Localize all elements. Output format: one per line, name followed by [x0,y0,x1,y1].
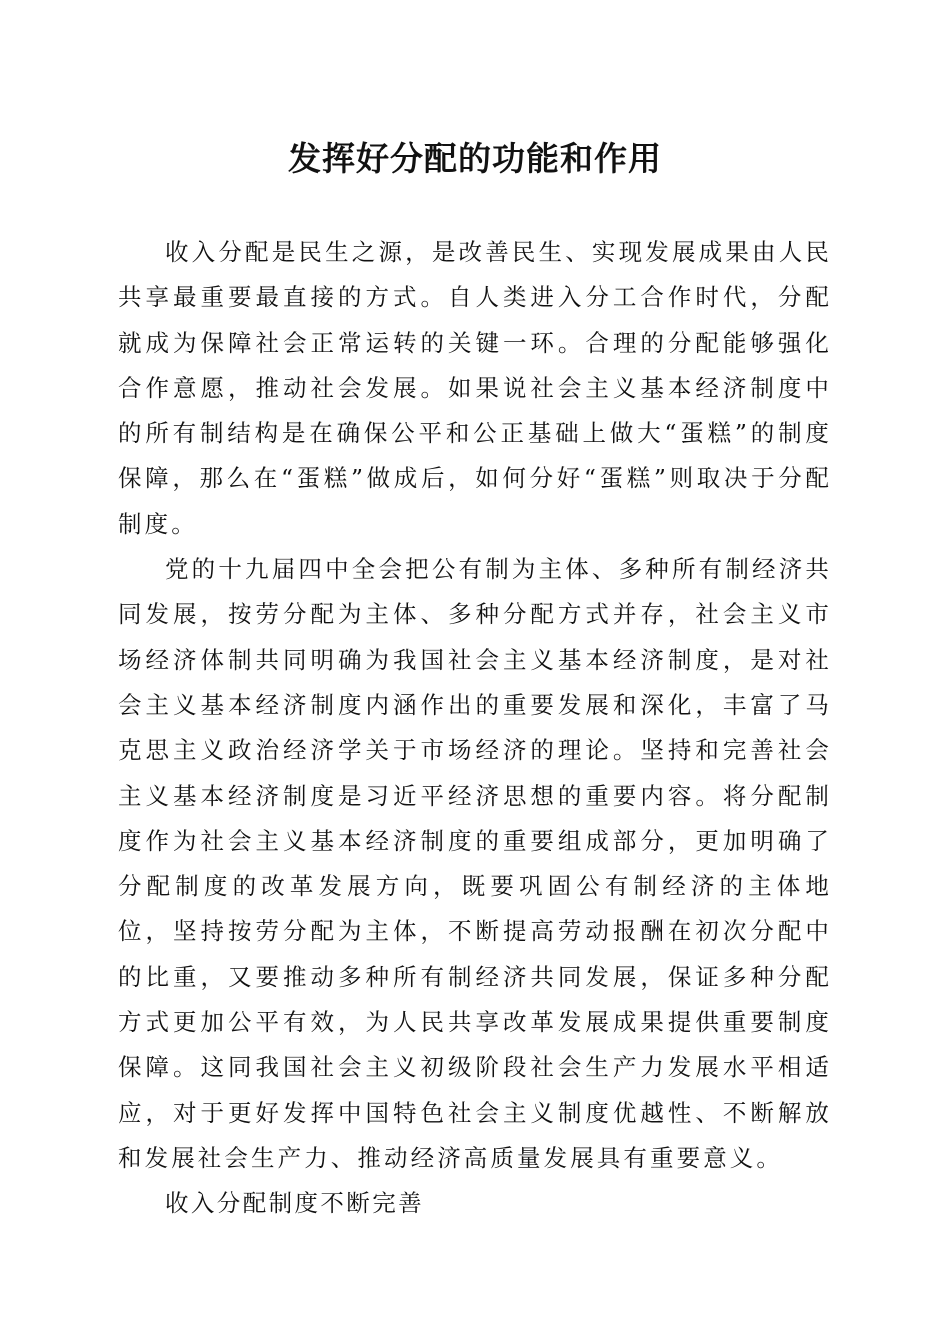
paragraph-basic-economic-system: 党的十九届四中全会把公有制为主体、多种所有制经济共同发展，按劳分配为主体、多种分配方式并存，社会主义市场经济体制共同明确为我国社会主义基本经济制度，是对社会主义基本经济制度内涵作出的重要发展和深化，丰富了马克思主义政治经济学关于市场经济的理论。坚持和完善社会主义基本经济制度是习近平经济思想的重要内容。将分配制度作为社会主义基本经济制度的重要组成部分，更加明确了分配制度的改革发展方向，既要巩固公有制经济的主体地位，坚持按劳分配为主体，不断提高劳动报酬在初次分配中的比重，又要推动多种所有制经济共同发展，保证多种分配方式更加公平有效，为人民共享改革发展成果提供重要制度保障。这同我国社会主义初级阶段社会生产力发展水平相适应，对于更好发挥中国特色社会主义制度优越性、不断解放和发展社会生产力、推动经济高质量发展具有重要意义。 [118,555,832,1172]
paragraph-intro: 收入分配是民生之源，是改善民生、实现发展成果由人民共享最重要最直接的方式。自人类进入分工合作时代，分配就成为保障社会正常运转的关键一环。合理的分配能够强化合作意愿，推动社会发展。如果说社会主义基本经济制度中的所有制结构是在确保公平和公正基础上做大“蛋糕”的制度保障，那么在“蛋糕”做成后，如何分好“蛋糕”则取决于分配制度。 [118,238,832,538]
section-heading-income-distribution: 收入分配制度不断完善 [165,1189,424,1218]
document-title: 发挥好分配的功能和作用 [288,139,662,178]
document-body [118,230,832,1227]
